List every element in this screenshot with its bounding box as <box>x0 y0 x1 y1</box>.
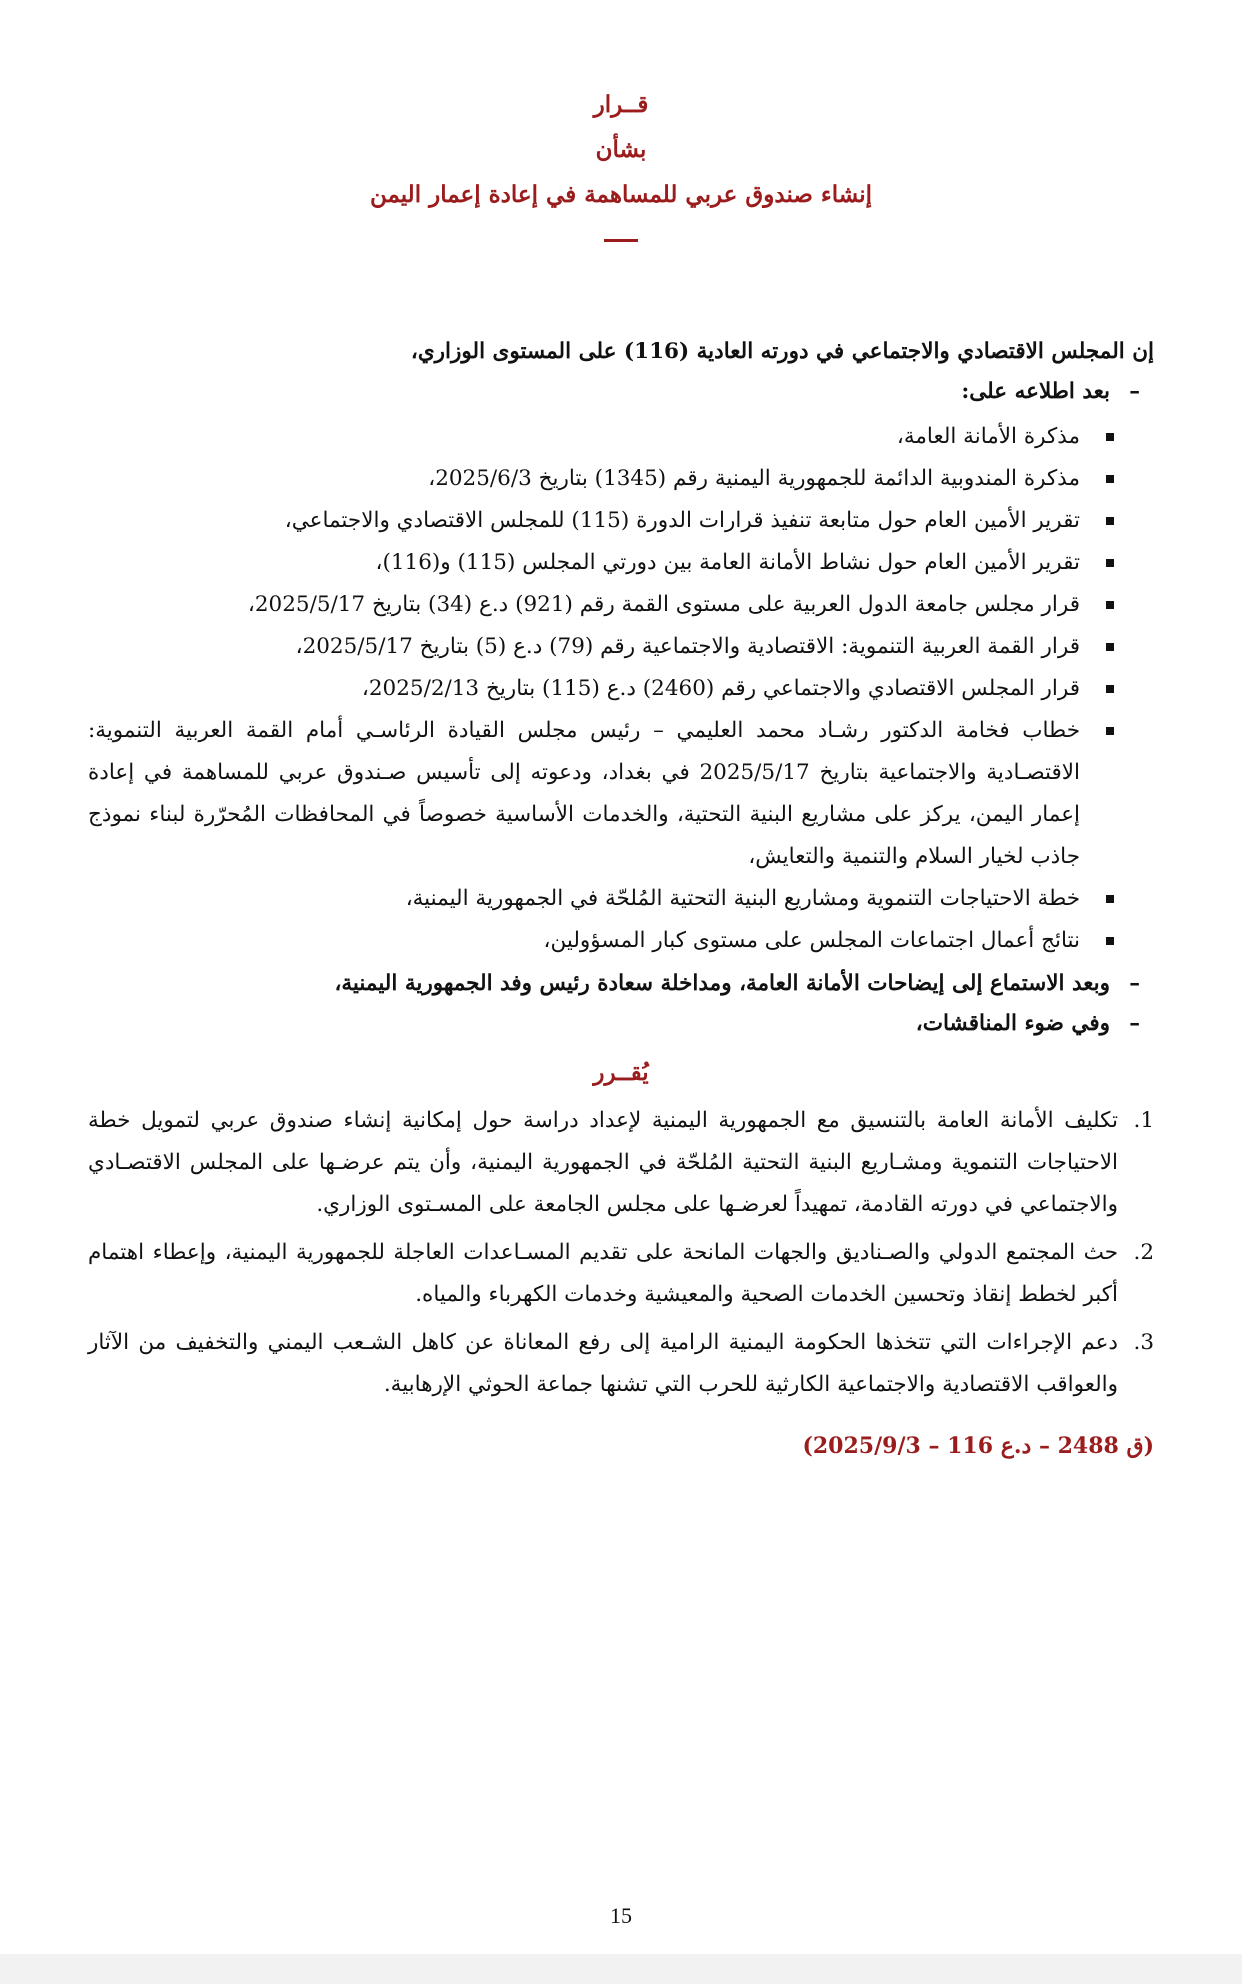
in-light-line <box>88 1004 1154 1044</box>
list-item-text: قرار المجلس الاقتصادي والاجتماعي رقم (2460) د.ع (115) بتاريخ 2025/2/13، <box>361 676 1080 701</box>
dash-marker: – <box>1129 379 1140 404</box>
resolution-subject: إنشاء صندوق عربي للمساهمة في إعادة إعمار اليمن <box>369 181 873 208</box>
dash-marker: – <box>1129 971 1140 996</box>
list-item-text: تقرير الأمين العام حول نشاط الأمانة العامة بين دورتي المجلس (115) و(116)، <box>375 550 1080 575</box>
list-item-text: قرار القمة العربية التنموية: الاقتصادية والاجتماعية رقم (79) د.ع (5) بتاريخ 2025/5/17، <box>295 634 1080 659</box>
decision-text: حث المجتمع الدولي والصـناديق والجهات المانحة على تقديم المسـاعدات العاجلة للجمهورية اليمنية، وإعطاء اهتمام أكبر لخطط إنقاذ وتحسين الخدمات الصحية والمعيشية وخدمات الكهرباء والمياه. <box>88 1240 1118 1307</box>
bullet-icon <box>1106 643 1114 651</box>
decision-number: 3. <box>1133 1330 1154 1355</box>
bullet-icon <box>1106 433 1114 441</box>
decision-item <box>88 1100 1154 1226</box>
decisions-list <box>88 1100 1154 1406</box>
decides-heading: يُقــرر <box>593 1059 649 1086</box>
bullet-icon <box>1106 559 1114 567</box>
page-number: 15 <box>610 1903 632 1928</box>
review-intro-line <box>88 372 1154 412</box>
after-listening: وبعد الاستماع إلى إيضاحات الأمانة العامة، ومداخلة سعادة رئيس وفد الجمهورية اليمنية، <box>334 971 1110 996</box>
bullet-icon <box>1106 895 1114 903</box>
page-bottom-strip <box>0 1954 1242 1984</box>
resolution-reference: (ق 2488 – د.ع 116 – 2025/9/3) <box>802 1433 1154 1459</box>
list-item <box>88 920 1114 962</box>
list-item <box>88 500 1114 542</box>
list-item-text: خطاب فخامة الدكتور رشـاد محمد العليمي – رئيس مجلس القيادة الرئاسـي أمام القمة العربية التنموية: الاقتصـادية والاجتماعية بتاريخ 2025/5/17 في بغداد، ودعوته إلى تأسيس صـندوق عربي للمساهمة في إعادة إعمار اليمن، يركز على مشاريع البنية التحتية، والخدمات الأساسية خصوصاً في المحافظات المُحرّرة لبناء نموذج جاذب لخيار السلام والتنمية والتعايش، <box>88 718 1080 869</box>
preamble: إن المجلس الاقتصادي والاجتماعي في دورته العادية (116) على المستوى الوزاري، <box>410 339 1154 364</box>
decision-text: تكليف الأمانة العامة بالتنسيق مع الجمهورية اليمنية لإعداد دراسة حول إمكانية إنشاء صندوق عربي لتمويل خطة الاحتياجات التنموية ومشـاريع البنية التحتية المُلحّة في الجمهورية اليمنية، وأن يتم عرضـها على المجلس الاقتصـادي والاجتماعي في دورته القادمة، تمهيداً لعرضـها على مجلس الجامعة على المسـتوى الوزاري. <box>88 1108 1118 1217</box>
list-item-text: تقرير الأمين العام حول متابعة تنفيذ قرارات الدورة (115) للمجلس الاقتصادي والاجتماعي، <box>284 508 1080 533</box>
list-item-text: مذكرة الأمانة العامة، <box>896 424 1080 449</box>
bullet-icon <box>1106 601 1114 609</box>
list-item <box>88 878 1114 920</box>
list-item <box>88 542 1114 584</box>
list-item <box>88 458 1114 500</box>
list-item <box>88 668 1114 710</box>
decision-item <box>88 1232 1154 1316</box>
after-listening-line <box>88 964 1154 1004</box>
bullet-icon <box>1106 517 1114 525</box>
header-divider <box>604 239 638 242</box>
bullet-icon <box>1106 685 1114 693</box>
bullet-icon <box>1106 937 1114 945</box>
decision-text: دعم الإجراءات التي تتخذها الحكومة اليمنية الرامية إلى رفع المعاناة عن كاهل الشـعب اليمني والتخفيف من الآثار والعواقب الاقتصادية والاجتماعية الكارثية للحرب التي تشنها جماعة الحوثي الإرهابية. <box>88 1330 1118 1397</box>
list-item <box>88 416 1114 458</box>
review-intro: بعد اطلاعه على: <box>961 379 1110 404</box>
list-item <box>88 584 1114 626</box>
decision-number: 1. <box>1133 1108 1154 1133</box>
bullet-icon <box>1106 727 1114 735</box>
bullet-icon <box>1106 475 1114 483</box>
list-item-text: خطة الاحتياجات التنموية ومشاريع البنية التحتية المُلحّة في الجمهورية اليمنية، <box>405 886 1080 911</box>
resolution-title: قــرار <box>593 91 649 118</box>
list-item <box>88 626 1114 668</box>
dash-marker: – <box>1129 1011 1140 1036</box>
list-item-text: مذكرة المندوبية الدائمة للجمهورية اليمنية رقم (1345) بتاريخ 2025/6/3، <box>428 466 1080 491</box>
list-item <box>88 710 1114 878</box>
in-light: وفي ضوء المناقشات، <box>915 1011 1110 1036</box>
resolution-body <box>88 332 1154 1468</box>
list-item-text: قرار مجلس جامعة الدول العربية على مستوى القمة رقم (921) د.ع (34) بتاريخ 2025/5/17، <box>247 592 1080 617</box>
decision-number: 2. <box>1133 1240 1154 1265</box>
resolution-subtitle: بشأن <box>595 136 647 163</box>
list-item-text: نتائج أعمال اجتماعات المجلس على مستوى كبار المسؤولين، <box>543 928 1080 953</box>
decision-item <box>88 1322 1154 1406</box>
resolution-header <box>0 82 1242 242</box>
review-list <box>88 416 1154 962</box>
